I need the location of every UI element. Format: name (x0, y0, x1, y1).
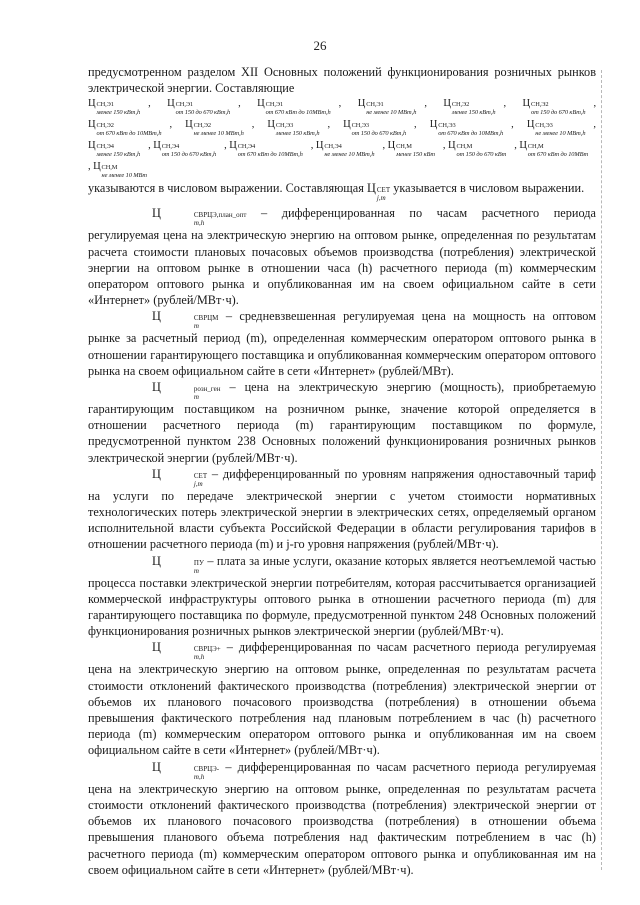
price-component-symbol: Ц СН,Э2 не менее 10 МВт,h (185, 119, 244, 138)
definition-symbol: Ц СВРЦЭ,план_опт m,h (152, 206, 247, 228)
definition-symbol: Ц СВРЦЭ+ m,h (152, 640, 221, 662)
definition-symbol: Ц СЕТ j,m (152, 466, 208, 488)
intro-tail2-text: указывается в числовом выражении. (393, 181, 585, 196)
intro-tail (88, 180, 596, 202)
definition-paragraph (88, 553, 596, 640)
price-component-symbol: Ц СН,Э1 от 670 кВт до 10МВт,h (257, 98, 331, 117)
price-component-symbol: Ц СН,Э1 менее 150 кВт,h (88, 98, 141, 117)
price-component-symbol: Ц СН,Э4 от 150 до 670 кВт,h (153, 140, 217, 159)
definition-paragraph (88, 759, 596, 878)
price-component-symbol: Ц СН,Э1 от 150 до 670 кВт,h (167, 98, 231, 117)
price-component-symbol: Ц СН,Э4 менее 150 кВт,h (88, 140, 141, 159)
definition-paragraph (88, 308, 596, 379)
document-body (88, 64, 596, 878)
cet-symbol: Ц СЕТ j,m (366, 181, 391, 203)
definition-symbol: Ц ПУ m (152, 553, 204, 575)
price-component-symbol: Ц СН,М от 670 кВт до 10МВт (519, 140, 589, 159)
symbol-list: Ц СН,Э1 менее 150 кВт,h , Ц СН,Э1 от 150 до 670 кВт,h , Ц СН,Э1 от 670 кВт до 10МВт,h , Ц СН,Э1 не менее 10 МВт,h , Ц СН,Э2 менее 150 кВт,h , Ц СН,Э2 от 150 до 670 кВт,h , Ц СН,Э2 от 670 кВт до 10МВт,h , Ц СН,Э2 не менее 10 МВт,h , Ц СН,Э3 менее 150 кВт,h , Ц СН,Э3 от 150 до 670 кВт,h , Ц СН,Э3 от 670 кВт до 10МВт,h , Ц СН,Э3 не менее 10 МВт,h , Ц СН,Э4 менее 150 кВт,h , Ц СН,Э4 от 150 до 670 кВт,h , Ц СН,Э4 от 670 кВт до 10МВт,h , Ц СН,Э4 не менее 10 МВт,h , Ц СН,М менее 150 кВт , Ц СН,М от 150 до 670 кВт , Ц СН,М от 670 кВт до 10МВт , Ц СН,М не менее 10 МВт (88, 98, 597, 180)
definition-text: – цена на электрическую энергию (мощность), приобретаемую гарантирующим поставщиком на розничном рынке, значение которой определяется в отношении расчетного периода (m) гарантирующим поставщиком по формуле, предусмотренной пунктом 238 Основных положений функционирования розничных рынков электрической энергии (рублей/МВт·ч). (88, 380, 596, 465)
price-component-symbol: Ц СН,Э3 менее 150 кВт,h (267, 119, 320, 138)
intro-text: предусмотренном разделом XII Основных положений функционирования розничных рынков электрической энергии. Составляющие (88, 65, 596, 96)
definition-paragraph (88, 205, 596, 308)
price-component-symbol: Ц СН,М менее 150 кВт (387, 140, 435, 159)
intro-paragraph (88, 64, 596, 96)
price-component-symbol: Ц СН,М не менее 10 МВт (93, 161, 147, 180)
definitions-list (88, 205, 596, 878)
definition-text: – плата за иные услуги, оказание которых является неотъемлемой частью процесса поставки электрической энергии потребителям, которая рассчитывается организацией коммерческой инфраструктуры оптового рынка в отношении расчетного периода (m) для гарантирующего поставщика по формуле, предусмотренной пунктом 248 Основных положений функционирования розничных рынков электрической энергии (рублей/МВт·ч). (88, 553, 596, 639)
price-component-symbol: Ц СН,Э2 от 670 кВт до 10МВт,h (88, 119, 162, 138)
price-component-symbol: Ц СН,Э3 от 670 кВт до 10МВт,h (429, 119, 504, 138)
price-component-symbol: Ц СН,М от 150 до 670 кВт (448, 140, 507, 159)
definition-text: – средневзвешенная регулируемая цена на мощность на оптовом рынке за расчетный период (m), определенная коммерческим оператором оптового рынка в отношении гарантирующего поставщика и опубликованная коммерческим оператором оптового рынка на своем официальном сайте в сети «Интернет» (рублей/МВт). (88, 309, 596, 378)
definition-symbol: Ц розн_ген m (152, 380, 221, 402)
price-component-symbol: Ц СН,Э3 от 150 до 670 кВт,h (343, 119, 407, 138)
definition-text: – дифференцированная по часам расчетного периода регулируемая цена на электрическую энергию на оптовом рынке, определенная по результатам расчета стоимости отклонений фактического производства (потребления) электрической энергии от объемов их планового почасового производства (потребления) в отношении объема превышения фактического потребления над плановым потреблением в час (h) расчетного периода (m) коммерческим оператором оптового рынка и опубликованная им на своем официальном сайте в сети «Интернет» (рублей/МВт·ч). (88, 640, 596, 758)
price-component-symbol: Ц СН,Э3 не менее 10 МВт,h (526, 119, 586, 138)
price-component-symbol: Ц СН,Э2 менее 150 кВт,h (443, 98, 496, 117)
page-number: 26 (313, 38, 327, 53)
price-component-symbol: Ц СН,Э1 не менее 10 МВт,h (357, 98, 417, 117)
definition-symbol: Ц СВРЦЭ- m,h (152, 759, 220, 781)
definition-text: – дифференцированная по часам расчетного периода регулируемая цена на электрическую энергию на оптовом рынке, определенная по результатам расчета стоимости отклонений фактического производства (потребления) электрической энергии от объемов их планового почасового производства (потребления) в отношении объема превышения планового объема потребления над фактическим потреблением в час (h) расчетного периода (m) коммерческим оператором оптового рынка и опубликованная им на своем официальном сайте в сети «Интернет» (рублей/МВт·ч). (88, 759, 596, 877)
definition-symbol: Ц СВРЦМ m (152, 309, 219, 331)
scan-edge-line (601, 70, 602, 870)
price-component-symbol: Ц СН,Э4 не менее 10 МВт,h (315, 140, 375, 159)
definition-text: – дифференцированная по часам расчетного периода регулируемая цена на электрическую энергию на оптовом рынке, определенная по результатам расчета стоимости плановых почасовых объемов производства (потребления) электрической энергии на оптовом рынке в отношении часа (h) расчетного периода (m) коммерческим оператором оптового рынка и опубликованная им на своем официальном сайте в сети «Интернет» (рублей/МВт·ч). (88, 206, 596, 308)
intro-tail-text: указываются в числовом выражении. Составляющая (88, 181, 364, 196)
price-component-symbol: Ц СН,Э2 от 150 до 670 кВт,h (522, 98, 586, 117)
definition-text: – дифференцированный по уровням напряжения одноставочный тариф на услуги по передаче электрической энергии с учетом стоимости нормативных технологических потерь электрической энергии в электрических сетях, определяемый органом исполнительной власти субъекта Российской Федерации в области регулирования тарифов в отношении расчетного периода (m) и j-го уровня напряжения (рублей/МВт·ч). (88, 466, 596, 552)
definition-paragraph (88, 639, 596, 758)
definition-paragraph (88, 379, 596, 466)
definition-paragraph (88, 466, 596, 553)
price-component-symbol: Ц СН,Э4 от 670 кВт до 10МВт,h (229, 140, 303, 159)
